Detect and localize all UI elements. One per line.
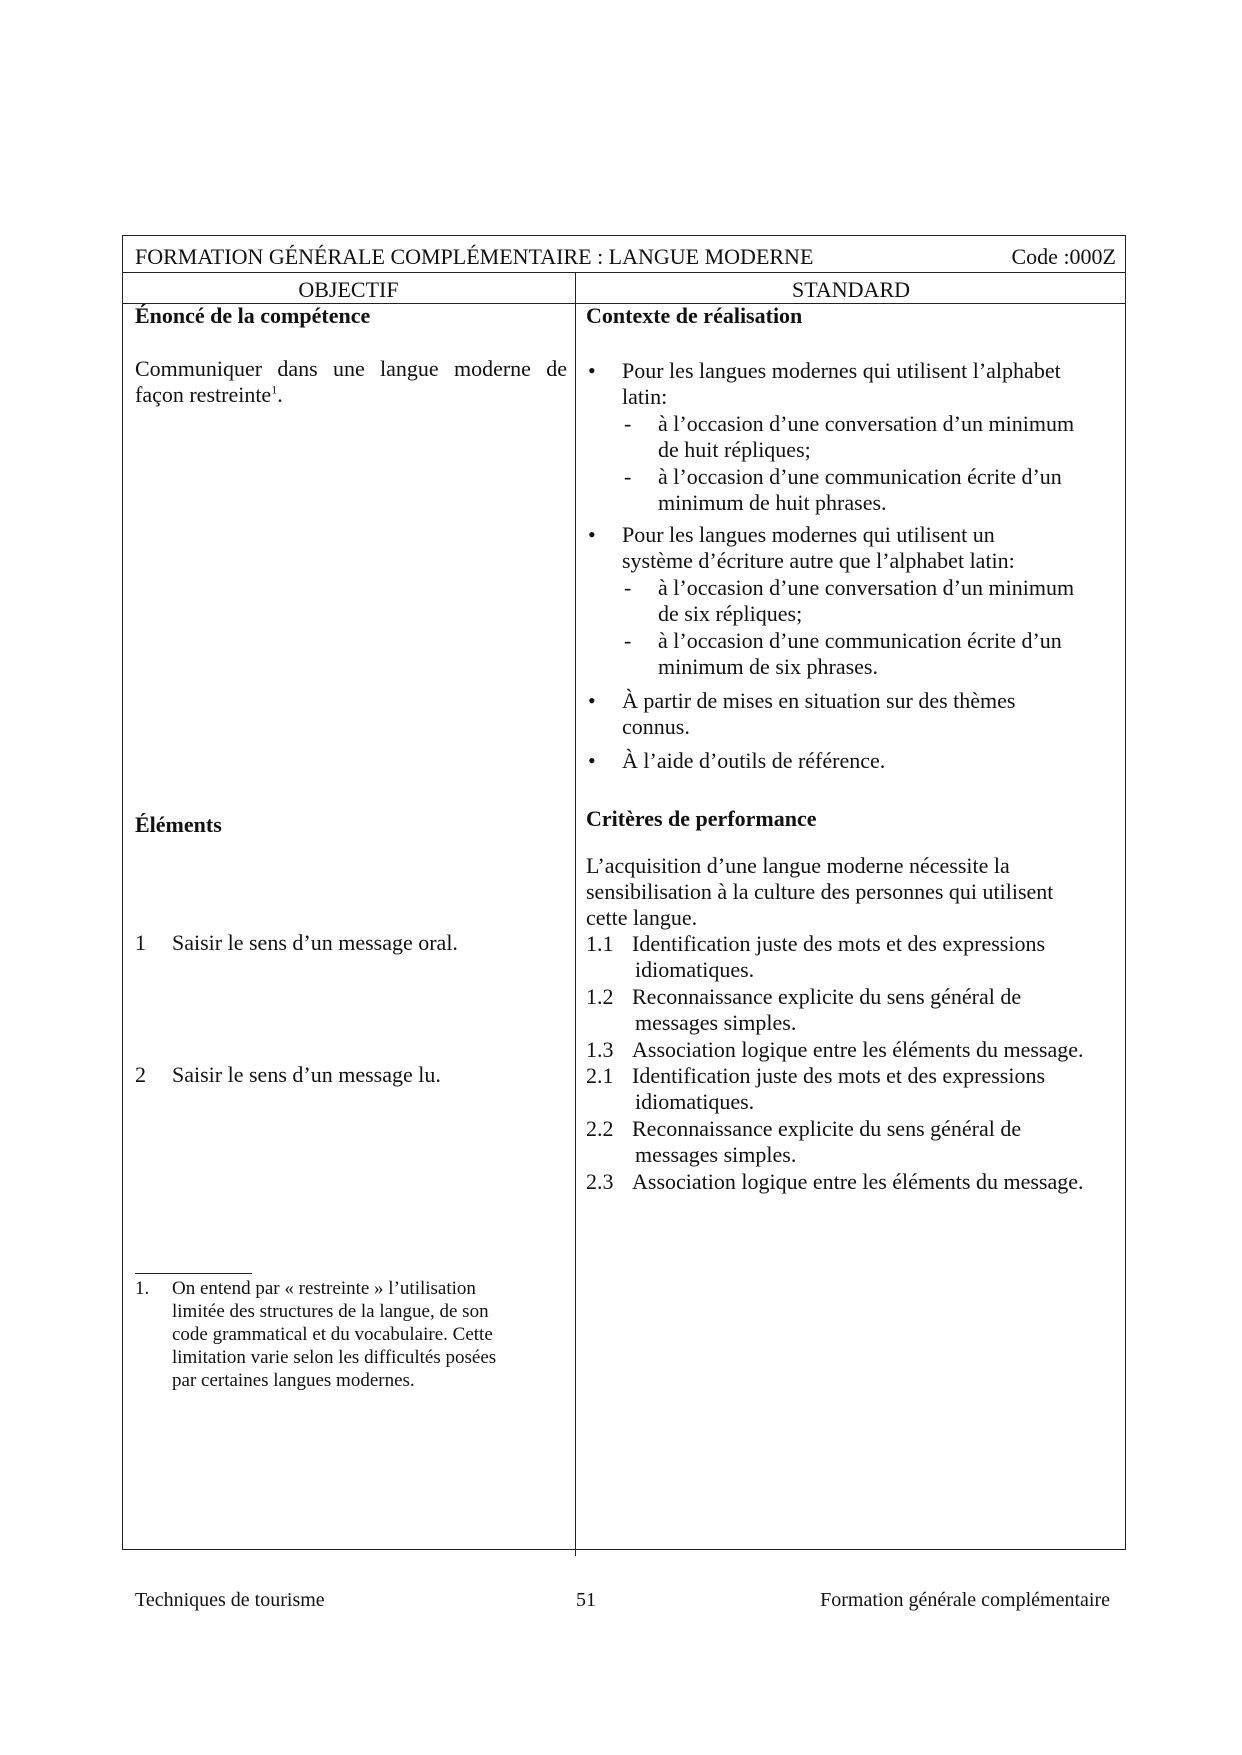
header-divider xyxy=(122,272,1126,273)
context-bullet-3-line: À partir de mises en situation sur des thèmes xyxy=(622,688,1016,713)
column-divider xyxy=(575,272,576,1556)
criterion-number: 2.1 xyxy=(586,1063,614,1088)
elements-heading: Éléments xyxy=(135,812,222,837)
element-2-text: Saisir le sens d’un message lu. xyxy=(172,1062,441,1087)
criterion-line: Reconnaissance explicite du sens général de xyxy=(632,1116,1022,1141)
competence-heading: Énoncé de la compétence xyxy=(135,303,371,328)
column-header-objectif: OBJECTIF xyxy=(298,277,399,302)
context-bullet-4-line: À l’aide d’outils de référence. xyxy=(622,748,886,773)
criterion-number: 2.3 xyxy=(586,1169,614,1194)
context-bullet-1-line: Pour les langues modernes qui utilisent l’alphabet xyxy=(622,358,1061,383)
criterion-number: 2.2 xyxy=(586,1116,614,1141)
criterion-line: idiomatiques. xyxy=(635,1089,755,1114)
bullet-icon: • xyxy=(588,748,596,773)
competence-line-1: Communiquer dans une langue moderne de xyxy=(135,356,567,381)
context-sub-line: de huit répliques; xyxy=(658,437,811,462)
footnote-line: code grammatical et du vocabulaire. Cette xyxy=(172,1324,493,1345)
criterion-line: idiomatiques. xyxy=(635,957,755,982)
criterion-number: 1.3 xyxy=(586,1037,614,1062)
element-2-number: 2 xyxy=(135,1062,146,1087)
criterion-line: Association logique entre les éléments du message. xyxy=(632,1169,1084,1194)
context-sub-line: minimum de six phrases. xyxy=(658,654,878,679)
context-sub-line: à l’occasion d’une conversation d’un minimum xyxy=(658,575,1075,600)
footer-program: Techniques de tourisme xyxy=(135,1589,325,1611)
footnote-number: 1. xyxy=(135,1278,150,1299)
column-header-standard: STANDARD xyxy=(791,277,911,302)
criterion-line: messages simples. xyxy=(635,1010,797,1035)
footnote-line: par certaines langues modernes. xyxy=(172,1370,415,1391)
footnote-line: limitation varie selon les difficultés posées xyxy=(172,1347,497,1368)
criterion-line: Association logique entre les éléments du message. xyxy=(632,1037,1084,1062)
bullet-icon: • xyxy=(588,522,596,547)
dash-icon: - xyxy=(624,628,632,653)
criterion-line: Identification juste des mots et des expressions xyxy=(632,1063,1046,1088)
bullet-icon: • xyxy=(588,688,596,713)
criterion-number: 1.2 xyxy=(586,984,614,1009)
dash-icon: - xyxy=(624,464,632,489)
header-code: Code :000Z xyxy=(1011,244,1116,269)
criteria-intro-line: L’acquisition d’une langue moderne nécessite la xyxy=(586,853,1010,878)
footnote-line: On entend par « restreinte » l’utilisation xyxy=(172,1278,476,1299)
context-sub-line: de six répliques; xyxy=(658,601,803,626)
competence-line-2: façon restreinte$^1$. xyxy=(135,382,283,407)
context-sub-line: à l’occasion d’une conversation d’un minimum xyxy=(658,411,1075,436)
context-bullet-2-line: système d’écriture autre que l’alphabet latin: xyxy=(622,548,1015,573)
header-title: FORMATION GÉNÉRALE COMPLÉMENTAIRE : LANGUE MODERNE xyxy=(135,244,814,269)
criterion-line: Identification juste des mots et des expressions xyxy=(632,931,1046,956)
footer-section: Formation générale complémentaire xyxy=(820,1589,1110,1611)
context-bullet-2-line: Pour les langues modernes qui utilisent un xyxy=(622,522,995,547)
dash-icon: - xyxy=(624,411,632,436)
context-bullet-3-line: connus. xyxy=(622,714,690,739)
footnote-reference: 1 xyxy=(271,382,278,397)
context-bullet-1-line: latin: xyxy=(622,384,668,409)
dash-icon: - xyxy=(624,575,632,600)
context-heading: Contexte de réalisation xyxy=(586,303,803,328)
context-sub-line: à l’occasion d’une communication écrite d’un xyxy=(658,628,1062,653)
criteria-intro-line: sensibilisation à la culture des personnes qui utilisent xyxy=(586,879,1054,904)
criteria-intro-line: cette langue. xyxy=(586,905,698,930)
footer-page-number: 51 xyxy=(576,1589,596,1611)
context-sub-line: minimum de huit phrases. xyxy=(658,490,887,515)
context-sub-line: à l’occasion d’une communication écrite d’un xyxy=(658,464,1062,489)
bullet-icon: • xyxy=(588,358,596,383)
footnote-line: limitée des structures de la langue, de son xyxy=(172,1301,489,1322)
criterion-line: messages simples. xyxy=(635,1142,797,1167)
criteria-heading: Critères de performance xyxy=(586,806,817,831)
element-1-text: Saisir le sens d’un message oral. xyxy=(172,930,458,955)
criterion-line: Reconnaissance explicite du sens général de xyxy=(632,984,1022,1009)
criterion-number: 1.1 xyxy=(586,931,614,956)
footnote-rule xyxy=(135,1273,252,1274)
element-1-number: 1 xyxy=(135,930,146,955)
